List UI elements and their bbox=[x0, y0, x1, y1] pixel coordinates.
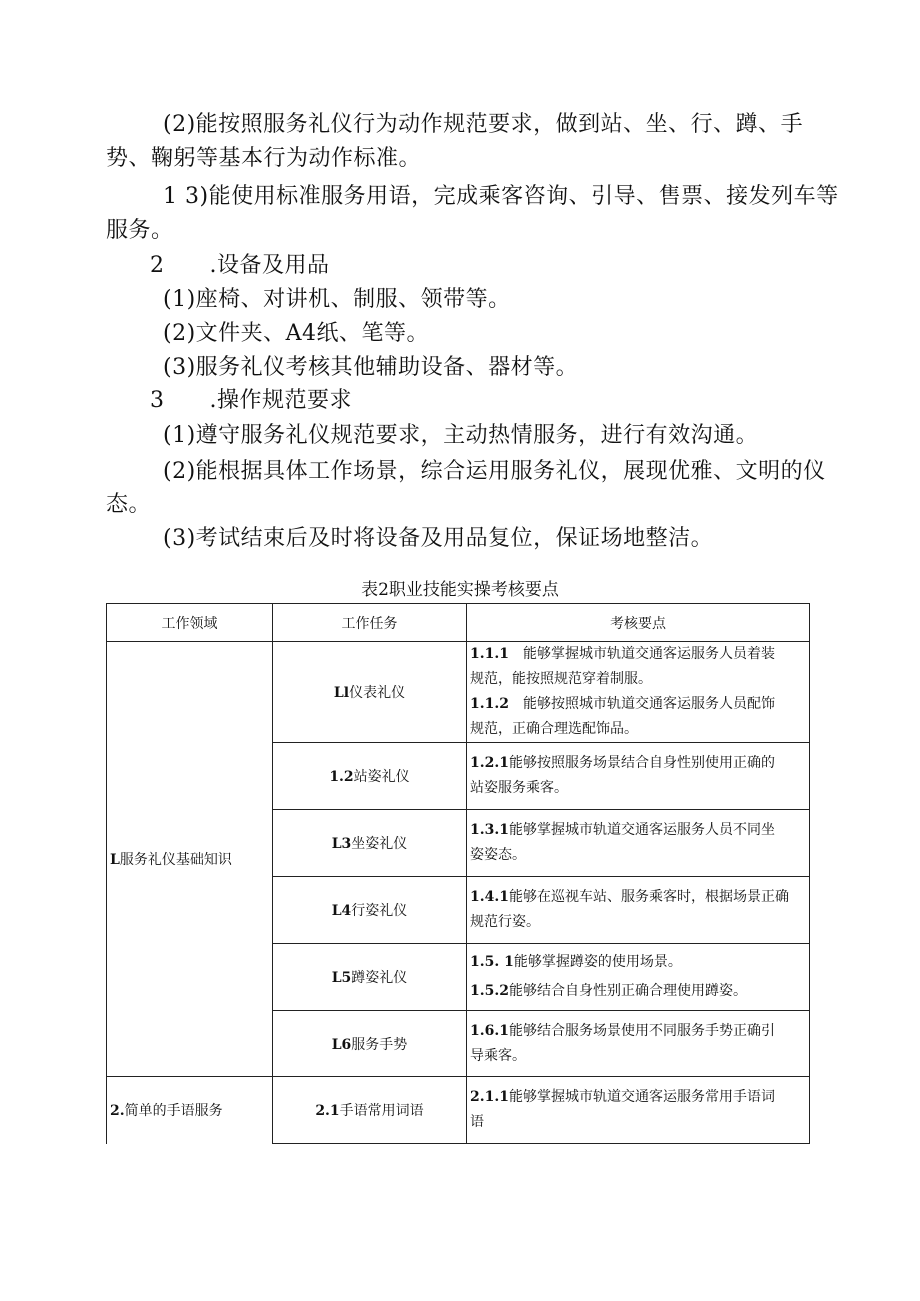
point-text: 规范行姿。 bbox=[470, 914, 540, 930]
section-heading: 3 .操作规范要求 bbox=[150, 388, 352, 413]
area-label: 服务礼仪基础知识 bbox=[119, 852, 232, 868]
point-text: 能够结合服务场景使用不同服务手势正确引 bbox=[508, 1022, 775, 1039]
work-task-cell bbox=[273, 1077, 467, 1144]
work-task-cell bbox=[273, 944, 467, 1011]
task-number: 1.2 bbox=[329, 769, 354, 785]
task-number: L6 bbox=[331, 1036, 352, 1053]
key-point-cell bbox=[467, 810, 810, 877]
key-point-cell bbox=[467, 1011, 810, 1077]
paragraph-line: (3)考试结束后及时将设备及用品复位，保证场地整洁。 bbox=[163, 526, 714, 551]
point-number: 1.1.1 bbox=[470, 646, 509, 662]
area-number: 2. bbox=[110, 1103, 125, 1120]
paragraph-line: (1)遵守服务礼仪规范要求，主动热情服务，进行有效沟通。 bbox=[163, 423, 759, 448]
work-area-cell bbox=[107, 1077, 273, 1144]
point-text: 站姿服务乘客。 bbox=[470, 780, 568, 796]
table-row bbox=[107, 642, 810, 743]
paragraph-line: 势、鞠躬等基本行为动作标准。 bbox=[106, 146, 422, 171]
table-caption: 表2职业技能实操考核要点 bbox=[361, 580, 559, 600]
assessment-table bbox=[106, 603, 810, 1144]
point-text: 能够掌握城市轨道交通客运服务常用手语词 bbox=[508, 1089, 775, 1105]
point-number: 1.5. 1 bbox=[470, 954, 514, 970]
point-number: 1.3.1 bbox=[470, 822, 509, 838]
header-work-area: 工作领域 bbox=[107, 604, 273, 642]
table-header-row bbox=[107, 604, 810, 642]
task-label: 行姿礼仪 bbox=[351, 903, 408, 919]
key-point-cell bbox=[467, 944, 810, 1011]
point-text: 能够结合自身性别正确合理使用蹲姿。 bbox=[508, 983, 747, 999]
paragraph-line: (1)座椅、对讲机、制服、领带等。 bbox=[163, 287, 511, 312]
key-point-cell bbox=[467, 642, 810, 743]
point-text: 能够掌握城市轨道交通客运服务人员不同坐 bbox=[508, 822, 775, 838]
header-key-points: 考核要点 bbox=[467, 604, 810, 642]
task-label: 手语常用词语 bbox=[339, 1103, 424, 1119]
paragraph-line: (3)服务礼仪考核其他辅助设备、器材等。 bbox=[163, 355, 579, 380]
paragraph-line: (2)能按照服务礼仪行为动作规范要求，做到站、坐、行、蹲、手 bbox=[163, 112, 804, 137]
point-text: 规范，正确合理选配饰品。 bbox=[470, 721, 638, 737]
task-label: 蹲姿礼仪 bbox=[351, 970, 408, 986]
point-text: 能够在巡视车站、服务乘客时，根据场景正确 bbox=[508, 889, 789, 905]
point-number: 1.1.2 bbox=[470, 696, 509, 712]
task-number: 2.1 bbox=[315, 1103, 340, 1119]
paragraph-line: 1 3)能使用标准服务用语，完成乘客咨询、引导、售票、接发列车等 bbox=[163, 184, 839, 209]
point-number: 1.5.2 bbox=[470, 983, 509, 999]
section-heading: 2 .设备及用品 bbox=[150, 253, 330, 278]
paragraph-line: (2)能根据具体工作场景，综合运用服务礼仪，展现优雅、文明的仪 bbox=[163, 459, 826, 484]
point-text: 能够按照服务场景结合自身性别使用正确的 bbox=[508, 755, 775, 771]
paragraph-line: (2)文件夹、A4纸、笔等。 bbox=[163, 321, 430, 346]
area-number: L bbox=[110, 852, 120, 868]
work-task-cell bbox=[273, 877, 467, 944]
key-point-cell bbox=[467, 877, 810, 944]
point-text: 姿姿态。 bbox=[470, 847, 526, 863]
task-label: 服务手势 bbox=[351, 1036, 408, 1053]
point-text: 语 bbox=[470, 1114, 484, 1130]
header-work-task: 工作任务 bbox=[273, 604, 467, 642]
task-label: 站姿礼仪 bbox=[353, 769, 410, 785]
task-label: 坐姿礼仪 bbox=[351, 836, 408, 852]
work-task-cell bbox=[273, 1011, 467, 1077]
paragraph-line: 服务。 bbox=[106, 218, 174, 243]
task-number: L5 bbox=[331, 970, 352, 986]
table-row bbox=[107, 1077, 810, 1144]
area-label: 简单的手语服务 bbox=[124, 1103, 223, 1120]
key-point-cell bbox=[467, 1077, 810, 1144]
work-area-cell bbox=[107, 642, 273, 1077]
work-task-cell bbox=[273, 810, 467, 877]
point-text: 规范，能按照规范穿着制服。 bbox=[470, 671, 652, 687]
paragraph-line: 态。 bbox=[106, 492, 152, 517]
point-number: 1.2.1 bbox=[470, 755, 509, 771]
point-text: 能够掌握蹲姿的使用场景。 bbox=[513, 954, 682, 970]
point-number: 1.6.1 bbox=[470, 1022, 509, 1039]
task-number: L4 bbox=[331, 903, 352, 919]
point-number: 2.1.1 bbox=[470, 1089, 509, 1105]
work-task-cell bbox=[273, 642, 467, 743]
work-task-cell bbox=[273, 743, 467, 810]
point-text: 能够掌握城市轨道交通客运服务人员着装 bbox=[508, 646, 775, 662]
task-label: 仪表礼仪 bbox=[349, 685, 406, 701]
point-number: 1.4.1 bbox=[470, 889, 509, 905]
task-number: Ll bbox=[333, 685, 350, 701]
task-number: L3 bbox=[331, 836, 352, 852]
point-text: 能够按照城市轨道交通客运服务人员配饰 bbox=[508, 696, 775, 712]
key-point-cell bbox=[467, 743, 810, 810]
point-text: 导乘客。 bbox=[470, 1047, 526, 1064]
